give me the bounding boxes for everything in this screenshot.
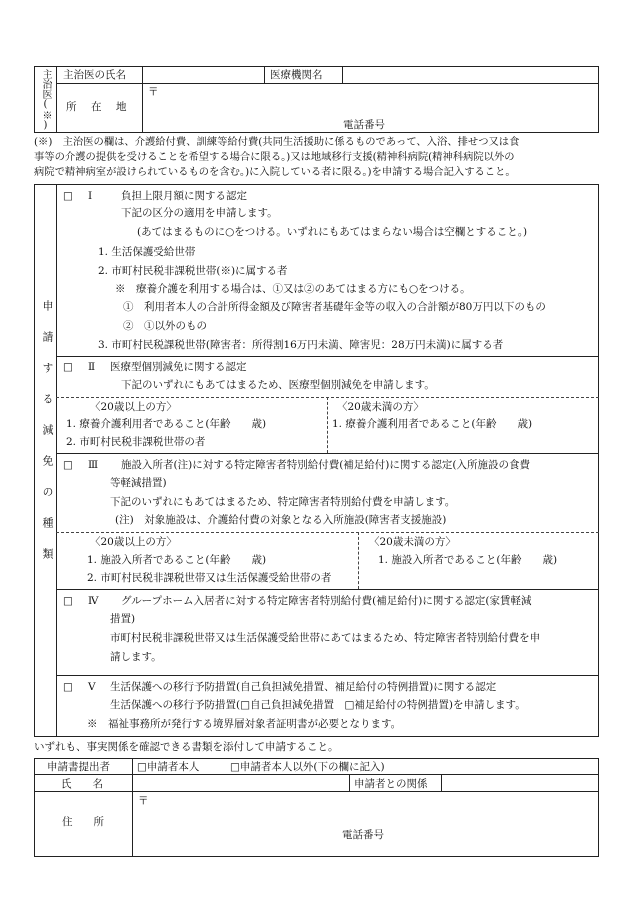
submitter-label: 申請書提出者 [47,761,110,773]
submitter-name-label: 氏 名 [61,778,103,790]
s1-checkbox[interactable]: □ [63,190,73,202]
submitter-postal-mark: 〒 [138,795,149,807]
submitter-relation-label: 申請者との関係 [354,778,428,790]
s1-item2-a: ① 利用者本人の合計所得金額及び障害者基礎年金等の収入の合計額が80万円以下のもの [123,301,546,313]
submitter-option-other[interactable]: □申請者本人以外(下の欄に記入) [230,761,385,773]
submitter-name-field[interactable] [134,775,347,790]
submitter-relation-divider-left [349,774,350,791]
doctor-note-line1: (※) 主治医の欄は、介護給付費、訓練等給付費(共同生活援助に係るものであって、入浴、排せつ又は食 [34,136,520,148]
reduction-side-label: 申請する減免の種類 [41,300,54,579]
doctor-facility-divider-left [264,66,265,83]
s2-age-divider [327,397,328,453]
s3-age-divider [358,532,359,589]
s3-dashed-divider [56,532,599,533]
s2-line1: 下記のいずれにもあてはまるため、医療型個別減免を申請します。 [121,379,435,391]
s5-line2: ※ 福祉事務所が発行する境界層対象者証明書が必要となります。 [87,718,402,730]
s5-number: Ⅴ [88,681,96,693]
doctor-name-field[interactable] [144,67,262,82]
doctor-note-line3: 病院で精神病室が設けられているものを含む。)に入院している者に限る。)を申請する場合記入すること。 [34,166,516,178]
submitter-row2-divider [34,791,599,792]
s1-item2-note: ※ 療養介護を利用する場合は、①又は②のあてはまる方にも○をつける。 [115,283,471,295]
s2-over20-item2: 2. 市町村民税非課税世帯の者 [66,436,206,448]
s4-line1: 市町村民税非課税世帯又は生活保護受給世帯にあてはまるため、特定障害者特別給付費を申 [110,632,541,644]
submitter-address-label: 住 所 [62,816,104,828]
s3-over20-header: 〈20歳以上の方〉 [90,536,177,548]
s3-over20-item2: 2. 市町村民税非課税世帯又は生活保護受給世帯の者 [87,572,332,584]
s1-item3: 3. 市町村民税課税世帯(障害者：所得割16万円未満、障害児：28万円未満)に属する者 [98,339,504,351]
s3-note: (注) 対象施設は、介護給付費の対象となる入所施設(障害者支援施設) [115,514,447,526]
doctor-address-field[interactable] [160,85,597,115]
doctor-facility-label: 医療機関名 [270,69,323,81]
s5-title: 生活保護への移行予防措置(自己負担減免措置、補足給付の特例措置)に関する認定 [110,681,497,693]
s3-title-cont: 等軽減措置) [110,477,167,489]
s2-divider [56,453,599,454]
submitter-relation-divider-right [441,774,442,791]
s5-checkbox[interactable]: □ [63,681,73,693]
s1-item2: 2. 市町村民税非課税世帯(※)に属する者 [98,265,288,277]
s3-under20-header: 〈20歳未満の方〉 [369,536,456,548]
s2-over20-item1: 1. 療養介護利用者であること(年齢 歳) [66,418,267,430]
s1-number: Ⅰ [88,190,93,202]
s3-under20-item1: 1. 施設入所者であること(年齢 歳) [378,554,558,566]
s3-checkbox[interactable]: □ [63,459,73,471]
s2-checkbox[interactable]: □ [63,361,73,373]
s4-title: グループホーム入居者に対する特定障害者特別給付費(補足給付)に関する認定(家賃軽減 [121,595,532,607]
doctor-facility-field[interactable] [344,67,597,82]
s4-title-cont: 措置) [110,613,136,625]
submitter-option-self[interactable]: □申請者本人 [137,761,200,773]
doctor-postal-mark: 〒 [148,86,159,98]
s1-item1: 1. 生活保護受給世帯 [98,246,196,258]
doctor-address-label-divider [142,83,143,133]
s4-number: Ⅳ [88,595,99,607]
doctor-name-label-divider [142,66,143,83]
submitter-label-divider [132,758,133,857]
s3-title: 施設入所者(注)に対する特定障害者特別給付費(補足給付)に関する認定(入所施設の食費 [121,459,530,471]
doctor-name-label: 主治医の氏名 [63,69,126,81]
reduction-side-divider [56,184,57,737]
s2-number: Ⅱ [88,361,96,373]
s2-under20-header: 〈20歳未満の方〉 [337,401,424,413]
s4-checkbox[interactable]: □ [63,595,73,607]
s4-divider [56,675,599,676]
s4-line2: 請します。 [110,651,162,663]
doctor-side-label: 主治医(※) [40,69,51,131]
doctor-address-label: 所 在 地 [66,101,129,113]
doctor-facility-divider-right [342,66,343,83]
s1-divider [56,356,599,357]
doctor-note-line2: 事等の介護の提供を受けることを希望する場合に限る。)又は地域移行支援(精神科病院(精神科病院以外の [34,151,515,163]
submitter-relation-field[interactable] [443,775,597,790]
doctor-phone-label: 電話番号 [343,119,385,131]
doctor-side-divider [56,66,57,133]
s5-line1: 生活保護への移行予防措置(□自己負担減免措置 □補足給付の特例措置)を申請します。 [110,699,526,711]
s2-over20-header: 〈20歳以上の方〉 [90,401,177,413]
s1-line2: (あてはまるものに○をつける。いずれにもあてはまらない場合は空欄とすること。) [137,226,528,238]
attach-note: いずれも、事実関係を確認できる書類を添付して申請すること。 [34,741,339,753]
s1-title: 負担上限月額に関する認定 [121,190,247,202]
submitter-phone-label: 電話番号 [342,829,384,841]
s3-over20-item1: 1. 施設入所者であること(年齢 歳) [87,554,267,566]
submitter-address-field[interactable] [150,793,597,825]
s1-item2-b: ② ①以外のもの [123,320,207,332]
s3-divider [56,589,599,590]
doctor-row-divider [56,83,599,84]
s2-under20-item1: 1. 療養介護利用者であること(年齢 歳) [332,418,533,430]
s3-line1: 下記のいずれにもあてはまるため、特定障害者特別給付費を申請します。 [110,496,456,508]
s1-line1: 下記の区分の適用を申請します。 [121,207,278,219]
s3-number: Ⅲ [88,459,99,471]
s2-title: 医療型個別減免に関する認定 [110,361,247,373]
